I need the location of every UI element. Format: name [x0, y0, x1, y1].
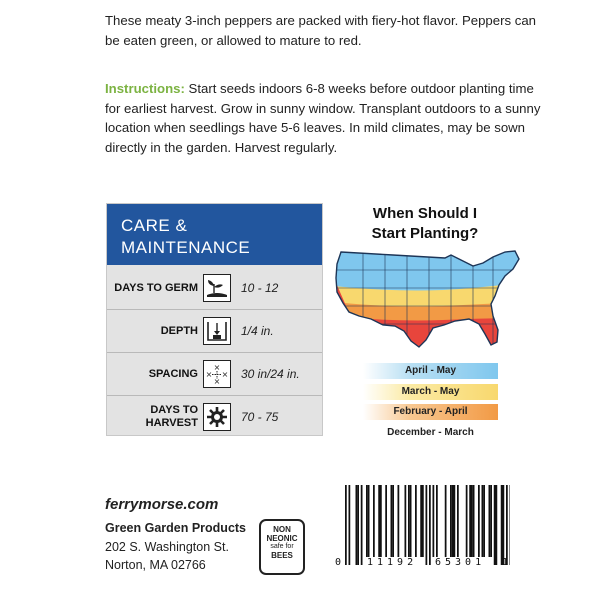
- spacing-value: 30 in/24 in.: [241, 367, 300, 381]
- barcode-bar: [366, 485, 368, 557]
- barcode-bar: [361, 485, 363, 565]
- depth-icon: [203, 317, 231, 345]
- non-neonic-badge: [259, 519, 305, 575]
- usa-planting-zone-map: [333, 246, 525, 363]
- city-address: Norton, MA 02766: [105, 558, 206, 572]
- barcode-bar: [345, 485, 347, 565]
- barcode-bar: [392, 485, 394, 557]
- barcode-bar: [452, 485, 454, 557]
- barcode-bar: [483, 485, 485, 557]
- barcode-bar: [405, 485, 407, 557]
- street-address: 202 S. Washington St.: [105, 540, 229, 554]
- harvest-label: [98, 404, 198, 430]
- barcode-bar: [457, 485, 459, 557]
- barcode-bars: [335, 485, 510, 567]
- barcode-bar: [398, 485, 400, 557]
- care-title: [121, 215, 250, 259]
- barcode-bar: [410, 485, 412, 557]
- barcode-bar: [380, 485, 382, 557]
- planting-instructions: [105, 79, 545, 157]
- zone-legend-3: February - April: [363, 404, 498, 420]
- spacing-label: SPACING: [148, 368, 198, 380]
- harvest-value: 70 - 75: [241, 410, 279, 424]
- germination-value: 10 - 12: [241, 281, 279, 295]
- barcode-bar: [445, 485, 447, 557]
- svg-text:×: ×: [213, 363, 221, 372]
- map-title-line1: When Should I: [372, 205, 478, 222]
- barcode-bar: [433, 485, 435, 557]
- barcode-bar: [436, 485, 438, 557]
- barcode-bar: [506, 485, 508, 565]
- barcode-bar: [454, 485, 456, 557]
- zone-legend-2: March - May: [363, 384, 498, 400]
- barcode-left-digits: 11192: [367, 557, 418, 568]
- barcode-bar: [391, 485, 393, 557]
- barcode-bar: [494, 485, 496, 565]
- badge-line4: BEES: [271, 551, 293, 560]
- depth-value: 1/4 in.: [241, 324, 274, 338]
- barcode-bar: [408, 485, 410, 557]
- company-name: Green Garden Products: [105, 521, 247, 535]
- spacing-icon: [203, 360, 231, 388]
- barcode-bar: [471, 485, 473, 557]
- barcode-bar: [450, 485, 452, 557]
- zone-legend-4: December - March: [363, 425, 498, 441]
- barcode-bar: [466, 485, 468, 557]
- barcode-bar: [349, 485, 351, 565]
- badge-line3: safe for: [270, 543, 294, 550]
- barcode-lead-digit: 0: [335, 557, 342, 568]
- barcode-bar: [510, 485, 511, 565]
- svg-text:×: ×: [205, 370, 213, 379]
- upc-barcode: [335, 485, 510, 572]
- zone-legend-1: April - May: [363, 363, 498, 379]
- barcode-bar: [368, 485, 370, 557]
- svg-text:×: ×: [213, 377, 221, 386]
- product-description: These meaty 3-inch peppers are packed with fiery-hot flavor. Peppers can be eaten green, or allowed to mature to red.: [105, 13, 537, 48]
- barcode-bar: [489, 485, 491, 557]
- barcode-bar: [482, 485, 484, 557]
- barcode-bar: [501, 485, 503, 565]
- germination-label: DAYS TO GERM: [114, 282, 198, 294]
- barcode-bar: [429, 485, 431, 565]
- barcode-bar: [373, 485, 375, 557]
- instructions-text: Start seeds indoors 6-8 weeks before outdoor planting time for earliest harvest. Grow in sunny window. Transplant outdoors to a sunny location when seedlings have 5-6 leaves. In mild climates, may be sown directly in the garden. Harvest regularly.: [105, 81, 541, 155]
- barcode-bar: [357, 485, 359, 565]
- barcode-bar: [420, 485, 422, 557]
- barcode-bar: [426, 485, 428, 565]
- depth-label: DEPTH: [160, 325, 198, 337]
- instructions-label: Instructions:: [105, 81, 185, 96]
- barcode-bar: [422, 485, 424, 557]
- barcode-bar: [385, 485, 387, 557]
- barcode-bar: [473, 485, 475, 557]
- barcode-right-digits: 65301: [435, 557, 486, 568]
- care-row-depth: [107, 310, 322, 352]
- care-title-line1: CARE &: [121, 216, 188, 235]
- care-row-germination: [107, 267, 322, 309]
- svg-text:×: ×: [221, 370, 229, 379]
- barcode-bar: [378, 485, 380, 557]
- barcode-bar: [478, 485, 480, 557]
- barcode-bar: [490, 485, 492, 557]
- barcode-bar: [356, 485, 358, 565]
- website-link[interactable]: ferrymorse.com: [105, 496, 219, 513]
- badge-line2: NEONIC: [266, 534, 298, 543]
- harvest-label-line1: DAYS TO: [150, 404, 198, 416]
- map-title-line2: Start Planting?: [371, 225, 479, 242]
- care-row-harvest: [107, 396, 322, 438]
- harvest-label-line2: HARVEST: [145, 417, 198, 429]
- care-maintenance-panel: [106, 203, 323, 436]
- care-title-line2: MAINTENANCE: [121, 238, 251, 257]
- care-header: [107, 204, 322, 265]
- barcode-check-digit: 1: [502, 557, 509, 568]
- planting-map-title: [335, 204, 515, 244]
- sprout-icon: [203, 274, 231, 302]
- badge-line1: NON: [273, 525, 291, 534]
- barcode-bar: [415, 485, 417, 557]
- barcode-bar: [503, 485, 505, 565]
- barcode-bar: [469, 485, 471, 557]
- care-row-spacing: [107, 353, 322, 395]
- barcode-bar: [496, 485, 498, 565]
- sun-icon: [203, 403, 231, 431]
